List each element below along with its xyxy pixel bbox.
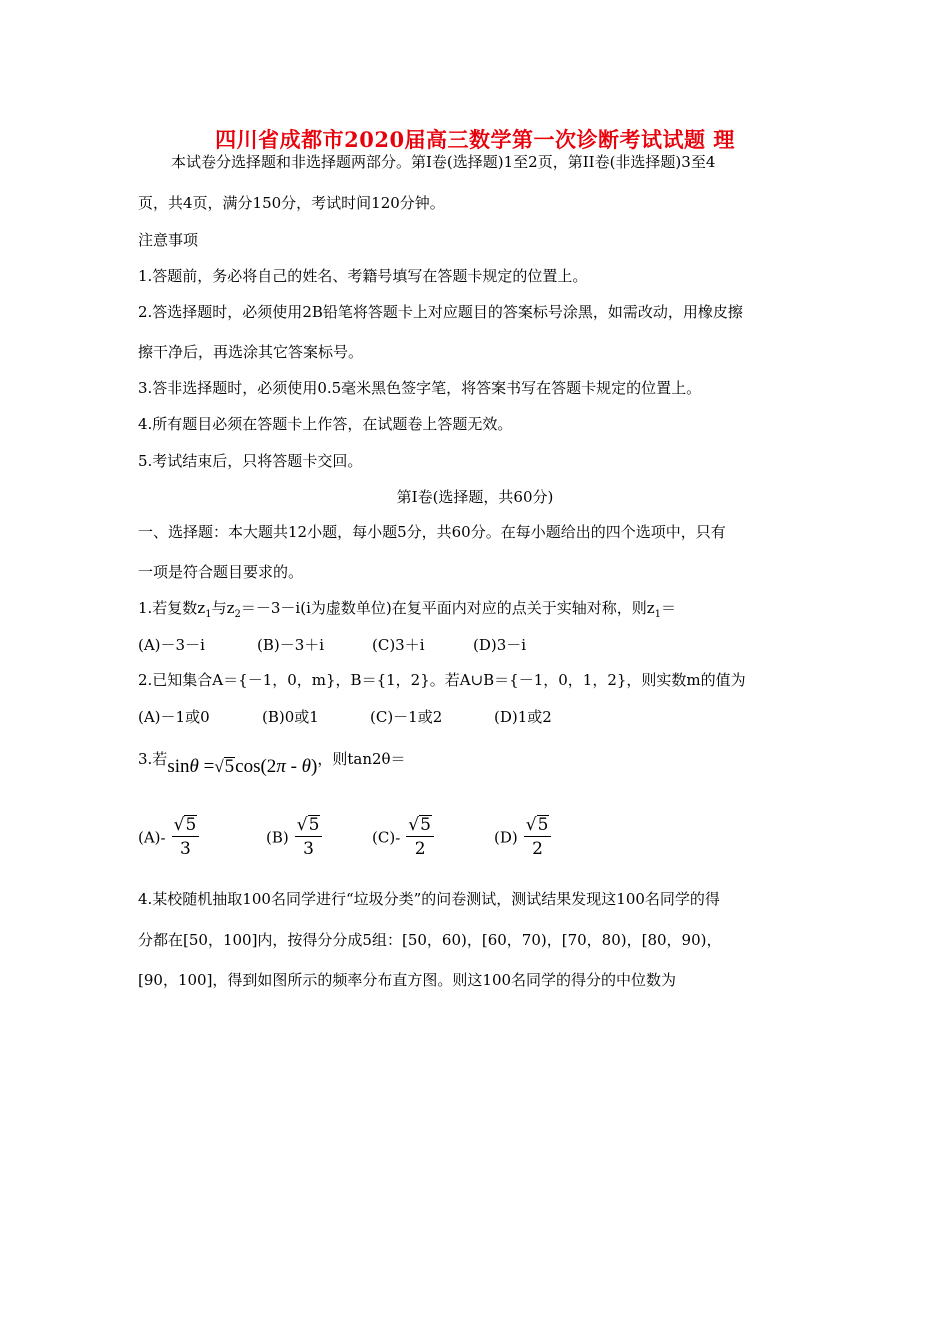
section-desc-1: 一、选择题：本大题共12小题，每小题5分，共60分。在每小题给出的四个选项中，只有 <box>138 523 726 541</box>
q3-option-a-neg: - <box>160 828 166 847</box>
notice-5: 5.考试结束后，只将答题卡交回。 <box>138 452 363 470</box>
q3-option-c-fraction <box>406 814 434 861</box>
q3-option-c-radical: √ <box>408 815 420 835</box>
q3-suffix: ，则tan2θ＝ <box>317 750 406 768</box>
q1-option-c: (C)3＋i <box>372 636 425 654</box>
q3-option-c-neg: - <box>395 828 401 847</box>
q3-prefix: 3.若 <box>138 750 168 768</box>
notice-1: 1.答题前，务必将自己的姓名、考籍号填写在答题卡规定的位置上。 <box>138 267 588 285</box>
q3-pi: π <box>276 756 286 777</box>
q1-text-d: ＝ <box>661 599 677 617</box>
q3-option-a-label: (A) <box>138 828 161 847</box>
q3-cos: cos(2 <box>235 756 277 777</box>
q3-option-d-radical: √ <box>525 815 537 835</box>
q3-option-b-den: 3 <box>303 839 314 859</box>
notice-heading: 注意事项 <box>138 231 199 249</box>
q3-option-a-num: 5 <box>185 815 197 835</box>
q1-text-a: 1.若复数z <box>138 599 206 617</box>
q2-option-b: (B)0或1 <box>262 708 319 726</box>
q3-option-b <box>266 814 322 861</box>
q3-option-c-label: (C) <box>372 828 396 847</box>
q2-option-c: (C)－1或2 <box>370 708 443 726</box>
q3-sin: sin <box>167 756 190 777</box>
q2-option-a: (A)－1或0 <box>138 708 210 726</box>
q3-eq: = <box>198 756 215 777</box>
q2-option-d: (D)1或2 <box>494 708 552 726</box>
q3-option-d-num: 5 <box>537 815 549 835</box>
q3-option-a-den: 3 <box>180 839 191 859</box>
q1-sub-3: 1 <box>654 609 661 620</box>
q3-option-d-den: 2 <box>532 839 543 859</box>
q3-option-b-num: 5 <box>308 815 320 835</box>
q3-option-c-num: 5 <box>420 815 431 835</box>
q1-sub-2: 2 <box>234 609 241 620</box>
notice-3: 3.答非选择题时，必须使用0.5毫米黑色签字笔，将答案书写在答题卡规定的位置上。 <box>138 379 702 397</box>
exam-title: 四川省成都市2020届高三数学第一次诊断考试试题 理 <box>215 127 735 152</box>
q3-option-d <box>494 814 551 861</box>
q1-text-c: ＝－3－i(i为虚数单位)在复平面内对应的点关于实轴对称，则z <box>240 599 655 617</box>
q3-formula <box>167 756 317 777</box>
q3-radical: √ <box>214 757 224 776</box>
notice-4: 4.所有题目必须在答题卡上作答，在试题卷上答题无效。 <box>138 415 513 433</box>
q3-five: 5 <box>224 756 235 777</box>
question-1-stem <box>138 598 676 625</box>
question-3-stem <box>138 745 406 777</box>
q3-option-c <box>372 814 434 861</box>
notice-2-cont: 擦干净后，再选涂其它答案标号。 <box>138 343 364 361</box>
q3-option-b-label: (B) <box>266 828 289 847</box>
notice-2: 2.答选择题时，必须使用2B铅笔将答题卡上对应题目的答案标号涂黑，如需改动，用橡皮擦 <box>138 303 743 321</box>
section-desc-2: 一项是符合题目要求的。 <box>138 563 304 581</box>
q3-sqrt <box>214 757 235 777</box>
q3-option-d-label: (D) <box>494 828 518 847</box>
q3-option-a-fraction <box>172 814 200 861</box>
q1-option-a: (A)－3－i <box>138 636 205 654</box>
q1-text-b: 与z <box>211 599 235 617</box>
q1-option-d: (D)3－i <box>473 636 527 654</box>
question-4-line-1: 4.某校随机抽取100名同学进行“垃圾分类”的问卷测试，测试结果发现这100名同学的得 <box>138 890 720 908</box>
q1-sub-1: 1 <box>205 609 212 620</box>
intro-line-1: 本试卷分选择题和非选择题两部分。第I卷(选择题)1至2页，第II卷(非选择题)3至4 <box>171 153 716 171</box>
q3-theta: θ <box>189 756 199 777</box>
intro-line-2: 页，共4页，满分150分，考试时间120分钟。 <box>138 194 445 212</box>
q3-close: ) <box>311 756 318 777</box>
q3-option-c-den: 2 <box>414 839 426 859</box>
q3-option-d-fraction <box>524 814 552 861</box>
q3-minus: - <box>285 756 302 777</box>
q3-option-a <box>138 814 199 861</box>
question-4-line-3: [90，100]，得到如图所示的频率分布直方图。则这100名同学的得分的中位数为 <box>138 971 677 989</box>
q3-theta-2: θ <box>301 756 312 777</box>
q3-option-b-fraction <box>295 814 323 861</box>
q1-option-b: (B)－3＋i <box>257 636 325 654</box>
section-title: 第I卷(选择题，共60分) <box>396 488 554 506</box>
question-2-stem: 2.已知集合A＝{－1，0，m}，B＝{1，2}。若A∪B＝{－1，0，1，2}，则实数m的值为 <box>138 671 746 689</box>
question-4-line-2: 分都在[50，100]内，按得分分成5组：[50，60)，[60，70)，[70，80)，[80，90)， <box>138 931 722 949</box>
q3-option-a-radical: √ <box>173 815 185 835</box>
q3-option-b-radical: √ <box>296 815 308 835</box>
